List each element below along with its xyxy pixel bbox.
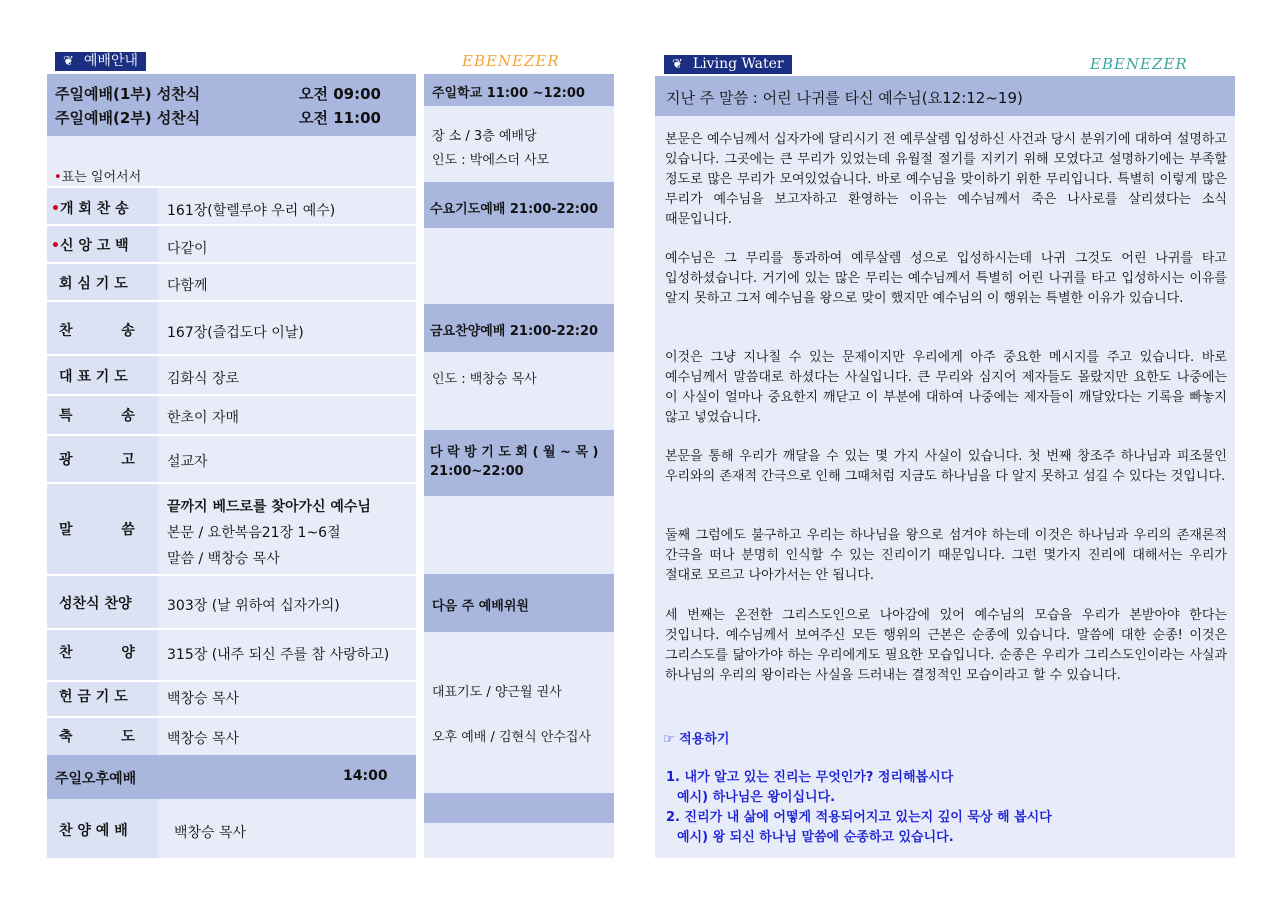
order-value: 한초이 자매 — [167, 410, 240, 426]
order-label: 대 표 기 도 — [59, 369, 128, 385]
apply-line: 1. 내가 알고 있는 진리는 무엇인가? 정리해봅시다 — [666, 770, 954, 785]
sermon-title: 끝까지 베드로를 찾아가신 예수님 — [167, 499, 371, 515]
order-label: 특 송 — [59, 408, 135, 424]
order-value: 다함께 — [167, 278, 208, 294]
order-label: 찬 송 — [59, 323, 135, 339]
sunday-school-title: 주일학교 11:00 ~12:00 — [432, 86, 585, 101]
sermon-preacher: 말씀 / 백창승 목사 — [167, 551, 280, 567]
order-label: 찬 양 — [59, 645, 135, 661]
order-label: •신 앙 고 백 — [51, 238, 129, 254]
order-value: 설교자 — [167, 454, 208, 470]
order-label: 축 도 — [59, 729, 135, 745]
services-panel — [424, 74, 614, 858]
leaf-icon: ❦ — [672, 57, 683, 72]
praise-label: 찬 양 예 배 — [59, 823, 128, 839]
brand-ebenezer-right: EBENEZER — [1090, 55, 1188, 73]
service-time: 오전 09:00 — [299, 85, 381, 103]
sermon-paragraph: 세 번째는 온전한 그리스도인으로 나아감에 있어 예수님의 모습을 우리가 본받아야 한다는 것입니다. 예수님께서 보여주신 모든 행위의 근본은 순종에 있습니다. 말씀에 대한 순종! 이것은 그리스도를 닮아가야 하는 우리에게도 필요한 모습입니다. 순종은 우리가 그리스도인이라는 사실과 하나님의 우리의 왕이라는 사실을 드러내는 결정적인 모습이라고 할 수 있습니다. — [665, 608, 1227, 683]
sermon-paragraph: 본문을 통해 우리가 깨달을 수 있는 몇 가지 사실이 있습니다. 첫 번째 창조주 하나님과 피조물인 우리와의 존재적 간극으로 인해 그때처럼 지금도 하나님을 다 알지 못하고 섬길 수 있다는 것입니다. — [665, 449, 1227, 484]
order-label: 말 씀 — [59, 522, 135, 538]
order-value: 303장 (날 위하여 십자가의) — [167, 598, 340, 614]
friday-leader: 인도 : 백창승 목사 — [432, 372, 537, 387]
service-name: 주일예배(1부) 성찬식 — [55, 85, 201, 103]
section-tag-worship — [55, 52, 146, 71]
service-time: 오전 11:00 — [299, 109, 381, 127]
order-value: 167장(즐겁도다 이날) — [167, 325, 304, 341]
apply-example: 예시) 하나님은 왕이십니다. — [677, 790, 836, 805]
next-week-afternoon: 오후 예배 / 김현식 안수집사 — [432, 730, 592, 745]
section-tag-label: 예배안내 — [83, 53, 139, 69]
friday-title: 금요찬양예배 21:00-22:20 — [430, 324, 599, 339]
afternoon-service-time: 14:00 — [343, 768, 388, 784]
afternoon-service-name: 주일오후예배 — [55, 771, 137, 787]
apply-line: 2. 진리가 내 삶에 어떻게 적용되어지고 있는지 깊이 묵상 해 봅시다 — [666, 810, 1052, 825]
order-label: 회 심 기 도 — [59, 276, 128, 292]
sunday-school-place: 장 소 / 3층 예배당 — [432, 129, 537, 144]
next-week-rep-prayer: 대표기도 / 양근월 권사 — [432, 685, 562, 700]
standing-note: •표는 일어서서 — [54, 170, 142, 185]
order-value: 161장(할렐루야 우리 예수) — [167, 203, 336, 219]
order-value: 김화식 장로 — [167, 371, 240, 387]
sermon-summary-title: 지난 주 말씀 : 어린 나귀를 타신 예수님(요12:12~19) — [666, 89, 1023, 107]
sermon-paragraph: 둘째 그럼에도 불구하고 우리는 하나님을 왕으로 섬겨야 하는데 이것은 하나님과 우리의 존재론적 간극을 떠나 분명히 인식할 수 있는 진리이기 때문입니다. 그런 몇가지 진리에 대해서는 우리가 절대로 모르고 나아가서는 안 됩니다. — [665, 528, 1227, 583]
section-tag-living-water — [664, 55, 792, 74]
footer-band — [424, 793, 614, 823]
worship-order-panel — [47, 74, 416, 858]
apply-example: 예시) 왕 되신 하나님 말씀에 순종하고 있습니다. — [677, 830, 954, 845]
section-tag-label: Living Water — [692, 56, 784, 72]
order-value: 백창승 목사 — [167, 731, 240, 747]
leaf-icon: ❦ — [63, 54, 74, 69]
wednesday-title: 수요기도예배 21:00-22:00 — [430, 202, 599, 217]
order-label: •개 회 찬 송 — [51, 201, 129, 217]
order-value: 백창승 목사 — [167, 691, 240, 707]
sermon-summary-panel — [655, 76, 1235, 858]
order-label: 헌 금 기 도 — [59, 689, 128, 705]
daniel-time: 21:00~22:00 — [430, 464, 524, 479]
sermon-paragraph: 예수님은 그 무리를 통과하여 예루살렘 성으로 입성하시는데 나귀 그것도 어린 나귀를 타고 입성하셨습니다. 거기에 있는 많은 무리는 예수님께서 특별히 어린 나귀를 타고 입성하시는 이유를 알지 못하고 그저 예수님을 왕으로 맞이 했지만 예수님의 이 행위는 특별한 이유가 있습니다. — [665, 251, 1227, 306]
order-value: 315장 (내주 되신 주를 참 사랑하고) — [167, 647, 390, 663]
sermon-paragraph: 이것은 그냥 지나칠 수 있는 문제이지만 우리에게 아주 중요한 메시지를 주고 있습니다. 바로 예수님께서 말씀대로 하셨다는 사실입니다. 큰 무리와 심지어 제자들도 몰랐지만 요한도 나중에는 이 사실이 얼마나 중요한지 깨닫고 이 부분에 대하여 나중에는 제자들이 깨달았다는 기록을 빠놓지 않고 넣었습니다. — [665, 350, 1227, 425]
praise-value: 백창승 목사 — [174, 825, 247, 841]
order-value: 다같이 — [167, 241, 208, 257]
daniel-header — [424, 430, 614, 496]
order-label: 성찬식 찬양 — [59, 596, 132, 612]
sermon-paragraph: 본문은 예수님께서 십자가에 달리시기 전 예루살렘 입성하신 사건과 당시 분위기에 대하여 설명하고 있습니다. 그곳에는 큰 무리가 있었는데 유월절 절기를 지키기 위해 모였다고 설명하기에는 부족할 정도로 많은 무리가 모여있었습니다. 바로 예수님을 맞이하기 위한 무리입니다. 특별히 이렇게 많은 무리가 예수님을 보고자하고 환영하는 이유는 예수님께서 죽은 나사로를 살리셨다는 소식 때문입니다. — [665, 132, 1227, 227]
brand-ebenezer-left: EBENEZER — [462, 52, 560, 70]
apply-heading: ☞ 적용하기 — [663, 732, 730, 747]
service-name: 주일예배(2부) 성찬식 — [55, 109, 201, 127]
order-label: 광 고 — [59, 452, 135, 468]
standing-note-text: 표는 일어서서 — [61, 170, 142, 185]
daniel-title: 다 락 방 기 도 회 ( 월 ~ 목 ) — [430, 445, 599, 460]
next-week-title: 다음 주 예배위원 — [432, 599, 529, 614]
sermon-text: 본문 / 요한복음21장 1~6절 — [167, 525, 341, 541]
sunday-school-leader: 인도 : 박에스더 사모 — [432, 153, 550, 168]
